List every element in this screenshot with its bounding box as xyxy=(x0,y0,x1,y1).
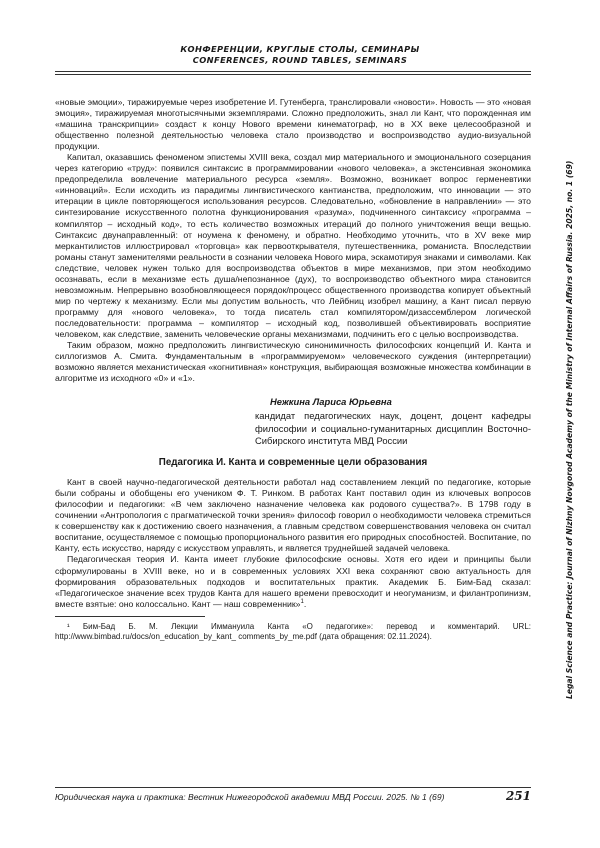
side-journal-title: Legal Science and Practice: Journal of Nizhny Novgorod Academy of the Ministry of Internal Affairs of Russia. 2025, no. 1 (69) xyxy=(565,160,574,700)
author-name: Нежкина Лариса Юрьевна xyxy=(270,396,392,408)
footer-journal-title: Юридическая наука и практика: Вестник Нижегородской академии МВД России. 2025. № 1 (69) xyxy=(55,792,445,802)
author-block xyxy=(255,395,531,447)
section-paragraph: Педагогическая теория И. Канта имеет глубокие философские основы. Хотя его идеи и принципы были сформулированы в XVIII веке, но и в современных условиях XXI века сохраняют свою актуальность для формирования образовательных подходов и воспитательных практик. Академик Б. Бим-Бад сказал: «Педагогическое значение всех трудов Канта для нашего времени превосходит и неогуманизм, и филантропинизм, вместе взятые: оно колоссально. Кант — наш современник»$^1$. xyxy=(55,554,531,609)
page-number: 251 xyxy=(505,789,531,803)
header-title-en: CONFERENCES, ROUND TABLES, SEMINARS xyxy=(192,55,408,65)
header-rule-top xyxy=(55,71,531,72)
footnote: ¹ Бим-Бад Б. М. Лекции Иммануила Канта «О педагогике»: перевод и комментарий. URL: http://www.bimbad.ru/docs/on_education_by_kant_ comments_by_me.pdf (дата обращения: 02.11.2024). xyxy=(55,621,531,642)
running-header xyxy=(0,44,600,66)
footer-rule xyxy=(55,787,531,788)
header-title-ru: КОНФЕРЕНЦИИ, КРУГЛЫЕ СТОЛЫ, СЕМИНАРЫ xyxy=(180,44,420,54)
article-body xyxy=(55,97,531,643)
section-paragraph: Кант в своей научно-педагогической деятельности работал над составлением лекций по педагогике, которые были собраны и обобщены его учеником Ф. Т. Ринком. В работах Кант поставил один из ключевых вопросов философии и педагогики: «В чем заключено назначение человека как родового существа?». В 1798 году в сочинении «Антропология с прагматической точки зрения» философ говорил о необходимости человека стремиться к совершенству как к достижению своего назначения, а главным средством совершенствования человека он считал воспитание, осуществляемое с помощью пропорционального развития его природных способностей. Воспитание, по Канту, есть искусство, наряду с искусством управлять, и является труднейшей задачей человека. xyxy=(55,477,531,554)
section-title: Педагогика И. Канта и современные цели образования xyxy=(158,457,428,469)
body-paragraph: Капитал, оказавшись феноменом эпистемы XVIII века, создал мир материального и эмоционального созерцания через категорию «труд»: появился синтаксис в программировании «нового человека», а экстенсивная экономика предопределила вовлечение материального ресурса «земля». Возможно, возникает вопрос герменевтики «инноваций». Если исходить из парадигмы лингвистического кантианства, предположим, что инновации — это итерации в цикле повторяющегося использования ресурсов. Следовательно, «обновление в направлении» — это синтезирование искусственного полотна функционирования «разума», подчиненного синтаксису «программа – компилятор – исходный код», то есть количество возможных итераций до полного уничтожения вещи вещью. Синтаксис двунаправленный: от ноумена к феномену, и обратно. Необходимо уточнить, что в XV веке мир меркантилистов иллюстрировал «торговца» как первооткрывателя, путешественника, романиста. Впоследствии романы станут заменителями реальности в сознании человека Нового мира, эскамотируя знаками и символами. Как следствие, человек нужен только для воспроизводства объектов в мире механизмов, при этом необходимо осознавать, если в механизме есть душа/непознанное (дух), то воспроизводство объектного мира становится невозможным. Непрерывно возобновляющееся порядок/процесс общественного производства копирует объектный мир по чертежу к механизму. Если мы допустим вольность, что Лейбниц изобрел машину, а Кант писал первую программу для «нового человека», то тогда писатель стал компилятором/дизассемблером логической последовательности: программа – компилятор – исходный код, позволившей объективировать восприятие человеком, как следствие, заменить человеческие органы механизмами, подчинить его с целью воспроизводства. xyxy=(55,152,531,339)
body-paragraph: Таким образом, можно предположить лингвистическую синонимичность философских концепций И. Канта и силлогизмов А. Смита. Фундаментальным в «программируемом» человеческого суждения (интерпретации) возможно является механистическая «когнитивная» конструкция, выбирающая возможные множества комбинации в алгоритме из исходного «0» и «1». xyxy=(55,340,531,384)
footnote-marker[interactable]: 1 xyxy=(300,598,304,605)
author-affiliation: кандидат педагогических наук, доцент, доцент кафедры философии и социально-гуманитарных дисциплин Восточно-Сибирского института МВД России xyxy=(255,410,531,446)
body-paragraph: «новые эмоции», тиражируемые через изобретение И. Гутенберга, транслировали «новости». Новость — это «новая эмоция», тиражируемая многотысячными экземплярами. Сложно предположить, знал ли Кант, что порожденная им «машина транскрипции» создаст к концу Нового времени кинематограф, но в ХХ веке целесообразной и общественно полезной деятельностью человека стало производство и воспроизводство аудио-визуальной продукции. xyxy=(55,97,531,152)
footnote-divider xyxy=(55,616,205,617)
header-rule-bottom xyxy=(55,74,531,75)
section-paragraph-text: Педагогическая теория И. Канта имеет глубокие философские основы. Хотя его идеи и принципы были сформулированы в XVIII веке, но и в современных условиях XXI века сохраняют свою актуальность для формирования образовательных подходов и воспитательных практик. Академик Б. Бим-Бад сказал: «Педагогическое значение всех трудов Канта для нашего времени превосходит и неогуманизм, и филантропинизм, вместе взятые: оно колоссально. Кант — наш современник» xyxy=(55,554,531,609)
